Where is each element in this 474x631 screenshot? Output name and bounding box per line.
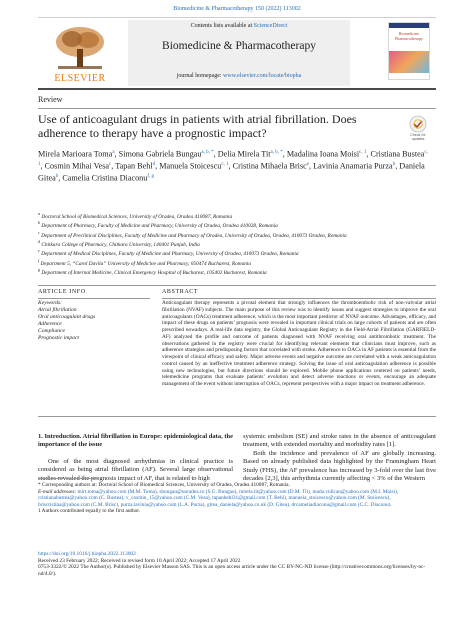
author-name[interactable]: Tapan Behl xyxy=(115,161,153,171)
author-affiliation-mark[interactable]: c xyxy=(109,162,112,168)
author-name[interactable]: Mirela Marioara Toma xyxy=(38,149,113,159)
article-type: Review xyxy=(38,95,63,104)
body-paragraph: One of the most diagnosed arrhythmias in clinical practice is considered as being atrial fibrillation (AF). Several large observational studies revealed the prognosis impact of AF, that is related to high xyxy=(38,457,233,482)
affiliation-text: Department of Internal Medicine, Clinical Emergency Hospital of Bucharest, 105402 Bucharest, Romania xyxy=(40,269,267,276)
badge-text: Check for updates xyxy=(410,133,426,142)
keywords-label: Keywords: xyxy=(38,300,63,306)
author-name[interactable]: Daniela Gitea xyxy=(38,161,425,184)
author-affiliation-mark[interactable]: b xyxy=(55,174,59,180)
journal-header xyxy=(38,17,436,90)
email-addresses: E-mail addresses: mirt.toma@yahoo.com (M.M. Toma), sbungau@uoradea.ro (S.G. Bungau), mirela.tit@yahoo.com (D.M. Tit), mada.vidican@yahoo.com (M.I. Moisi), cristianabustea@yahoo.com (C. Bustea), v_cosmin_15@yahoo.com (C.M. Vesa), tapanbehl31@gmail.com (T. Behl), manuela_stoicescu@yahoo.com (M. Stoicescu), briscristina@yahoo.com (C.M. Brisc), purza.lavinia@yahoo.com (L.A. Purza), gitea_daniela@yahoo.co.uk (D. Gitea), drcameliadiaconu@gmail.com (C.C. Diaconu). xyxy=(38,488,399,508)
check-for-updates-badge[interactable] xyxy=(402,114,434,144)
author-name[interactable]: Cristiana Bustea xyxy=(370,149,425,159)
running-head[interactable]: Biomedicine & Pharmacotherapy 150 (2022) 113002 xyxy=(173,6,301,12)
footnotes xyxy=(38,482,436,515)
cover-band-top xyxy=(389,23,429,28)
divider xyxy=(38,298,150,299)
author-affiliation-mark[interactable]: a xyxy=(112,150,115,155)
affiliation-mark: d xyxy=(38,239,40,245)
affiliation-item xyxy=(38,267,433,276)
author-name[interactable]: Lavinia Anamaria Purza xyxy=(313,161,393,171)
affiliation-item xyxy=(38,258,433,267)
email-links[interactable]: mirt.toma@yahoo.com (M.M. Toma), sbungau@uoradea.ro (S.G. Bungau), mirela.tit@yahoo.com (D.M. Tit), mada.vidican@yahoo.com (M.I. Moisi), cristianabustea@yahoo.com (C. Bustea), v_cosmin_15@yahoo.com (C.M. Vesa), tapanbehl31@gmail.com (T. Behl), manuela_stoicescu@yahoo.com (M. Stoicescu), briscristina@yahoo.com (C.M. Brisc), purza.lavinia@yahoo.com (L.A. Purza), gitea_daniela@yahoo.co.uk (D. Gitea), drcameliadiaconu@gmail.com (C.C. Diaconu). xyxy=(38,488,399,508)
affiliation-mark: b xyxy=(38,220,40,226)
received-dates: Received 23 February 2022; Received in revised form 10 April 2022; Accepted 17 April 2022 xyxy=(38,557,241,564)
cover-title: Biomedicine Pharmacotherapy xyxy=(395,31,423,41)
sciencedirect-link[interactable]: ScienceDirect xyxy=(253,23,288,29)
affiliation-text: Department of Preclinical Disciplines, Faculty of Medicine and Pharmacy of Oradea, University of Oradea, Oradea, 410073 Oradea, Romania xyxy=(39,232,347,239)
body-column-right xyxy=(243,433,436,483)
keyword: Prognostic impact xyxy=(38,334,79,341)
cover-image xyxy=(389,51,429,73)
journal-cover-thumbnail[interactable] xyxy=(388,22,430,80)
journal-homepage-link[interactable]: www.elsevier.com/locate/biopha xyxy=(223,73,302,79)
keyword-list xyxy=(38,307,150,342)
author-name[interactable]: Delia Mirela Tit xyxy=(217,149,271,159)
homepage-line: journal homepage: www.elsevier.com/locate/biopha xyxy=(176,73,302,79)
author-affiliation-mark[interactable]: c, 1 xyxy=(221,162,229,168)
equal-contribution-note: 1 Authors contributed equally to the first author. xyxy=(38,508,141,515)
body-column-left xyxy=(38,433,233,483)
keyword: Adherence xyxy=(38,320,62,327)
author-affiliation-mark[interactable]: f, g xyxy=(147,174,155,180)
elsevier-wordmark: ELSEVIER xyxy=(54,73,106,84)
affiliation-text: Doctoral School of Biomedical Sciences, University of Oradea, Oradea 410087, Romania xyxy=(40,213,233,220)
publication-info xyxy=(38,551,436,578)
divider xyxy=(38,285,436,286)
affiliation-text: Department of Medical Disciplines, Faculty of Medicine and Pharmacy, University of Oradea, 410073 Oradea, Romania xyxy=(39,251,299,258)
footnote-rule xyxy=(38,478,98,479)
doi-link[interactable]: https://doi.org/10.1016/j.biopha.2022.113002 xyxy=(38,551,136,557)
body-paragraph: Both the incidence and prevalence of AF are globally increasing. Based on already published data highlighted by the Framingham Heart Study (FHS), the AF prevalence has increased by 3-fold over the last five decades [2,3], this arrhythmia currently affecting < 3% of the Western xyxy=(243,449,436,483)
affiliation-text: Department 5, “Carol Davila” University of Medicine and Pharmacy, 050474 Bucharest, Romania xyxy=(39,260,252,267)
affiliation-item xyxy=(38,220,433,229)
affiliation-mark: g xyxy=(38,267,40,273)
keyword: Compliance xyxy=(38,327,66,334)
author-name[interactable]: Madalina Ioana Moisi xyxy=(286,149,360,159)
author-affiliation-mark[interactable]: a, b, * xyxy=(270,150,283,155)
affiliation-item xyxy=(38,211,433,220)
author-affiliation-mark[interactable]: c, 1 xyxy=(38,150,428,168)
affiliation-text: Department of Pharmacy, Faculty of Medicine and Pharmacy, University of Oradea, Oradea 410028, Romania xyxy=(40,223,278,230)
abstract-text: Anticoagulant therapy represents a pivotal element that strongly influences the thromboembolic risk of non-valvular atrial fibrillation (NVAF) subjects. The main purpose of this review was to identify issues and suggest strategies to improve the oral anticoagulants (OACs) treatment adherence, which is the most important predictor of NVAF outcome. Advantages, efficacy, and impact of these drugs on patients’ prognosis were revealed in important clinical trials on large cohorts of patients and are often prescribed nowadays. A real-life data registry, the Global Anticoagulant Registry in the Field-Atrial Fibrillation (GARFIELD-AF) analyzed the profile and outcome of patients diagnosed with NVAF receiving oral antithrombotic treatment. The observations gathered in the registry were crucial for identifying relevant elements that clinicians must improve, such as adherence strategies and predisposing factors that correlated with stroke. Adherence to OACs in AF patients is essential from the viewpoint of clinical efficacy and safety. Major adverse events and negative outcome are correlated with a weak anticoagulation control caused by an ineffective treatment adherence strategy. Solving the issue of oral anticoagulation adherence is possible using new technologies, but future directions should be explored. Mobile phone applications centered on patients’ needs, telemedicine programs that evaluate patients’ evolution and detect adverse reactions or events, encourage an adequate management of the event without interruption of OACs, represent perspectives with a major impact on treatment adherence. xyxy=(162,300,436,387)
affiliation-item xyxy=(38,230,433,239)
contents-line: Contents lists available at ScienceDirect xyxy=(190,23,288,29)
corresponding-author-note: * Corresponding authors at: Doctoral School of Biomedical Sciences, University of Oradea, Oradea 410087, Romania. xyxy=(38,482,290,488)
author-list: Mirela Marioara Toma$^a$, Simona Gabriela Bungau$^{a, b, *}$, Delia Mirela Tit$^{a, b, *}$, Madalina Ioana Moisi$^{c, 1}$, Cristiana Bustea$^{c, 1}$, Cosmin Mihai Vesa$^c$, Tapan Behl$^d$, Manuela Stoicescu$^{c, 1}$, Cristina Mihaela Brisc$^e$, Lavinia Anamaria Purza$^b$, Daniela Gitea$^b$, Camelia Cristina Diaconu$^{f, g}$ xyxy=(38,149,428,184)
author-affiliation-mark[interactable]: e xyxy=(306,162,310,168)
affiliation-item xyxy=(38,248,433,257)
abstract-heading: ABSTRACT xyxy=(162,289,199,295)
author-affiliation-mark[interactable]: d xyxy=(152,162,156,168)
author-name[interactable]: Manuela Stoicescu xyxy=(159,161,222,171)
author-name[interactable]: Simona Gabriela Bungau xyxy=(118,149,202,159)
section-heading: 1. Introduction. Atrial fibrillation in Europe: epidemiological data, the importance of the issue xyxy=(38,433,233,449)
elsevier-logo[interactable] xyxy=(40,23,120,85)
affiliation-mark: e xyxy=(38,248,40,254)
article-info-heading: ARTICLE INFO xyxy=(38,289,86,295)
journal-title-box xyxy=(128,20,350,86)
journal-name: Biomedicine & Pharmacotherapy xyxy=(162,40,316,52)
keywords-block xyxy=(38,300,150,341)
affiliation-mark: a xyxy=(38,211,40,216)
author-name[interactable]: Cristina Mihaela Brisc xyxy=(232,161,307,171)
affiliation-list xyxy=(38,211,433,277)
license-text: 0753-3322/© 2022 The Author(s). Published by Elsevier Masson SAS. This is an open access article under the CC BY-NC-ND license (http://creativecommons.org/licenses/by-nc-nd/4.0/). xyxy=(38,564,426,578)
divider xyxy=(162,298,436,299)
affiliation-text: Chitkara College of Pharmacy, Chitkara University, 140401 Punjab, India xyxy=(40,241,200,248)
author-affiliation-mark[interactable]: c, 1 xyxy=(359,150,367,155)
article-title: Use of anticoagulant drugs in patients with atrial fibrillation. Does adherence to therapy have a prognostic impact? xyxy=(38,112,357,140)
author-name[interactable]: Camelia Cristina Diaconu xyxy=(62,174,148,184)
divider xyxy=(38,108,436,109)
author-affiliation-mark[interactable]: a, b, * xyxy=(201,150,214,155)
divider xyxy=(38,416,436,417)
author-name[interactable]: Cosmin Mihai Vesa xyxy=(44,161,110,171)
affiliation-mark: c xyxy=(38,229,40,235)
keyword: Oral anticoagulant drugs xyxy=(38,313,96,320)
elsevier-tree-icon xyxy=(52,25,108,71)
author-affiliation-mark[interactable]: b xyxy=(392,162,396,168)
affiliation-mark: f xyxy=(38,257,40,263)
keyword: Atrial fibrillation xyxy=(38,306,77,313)
affiliation-item xyxy=(38,239,433,248)
body-paragraph: systemic embolism (SE) and stroke rates in the absence of anticoagulant treatment, with extended mortality and morbidity rates [1]. xyxy=(243,433,436,449)
